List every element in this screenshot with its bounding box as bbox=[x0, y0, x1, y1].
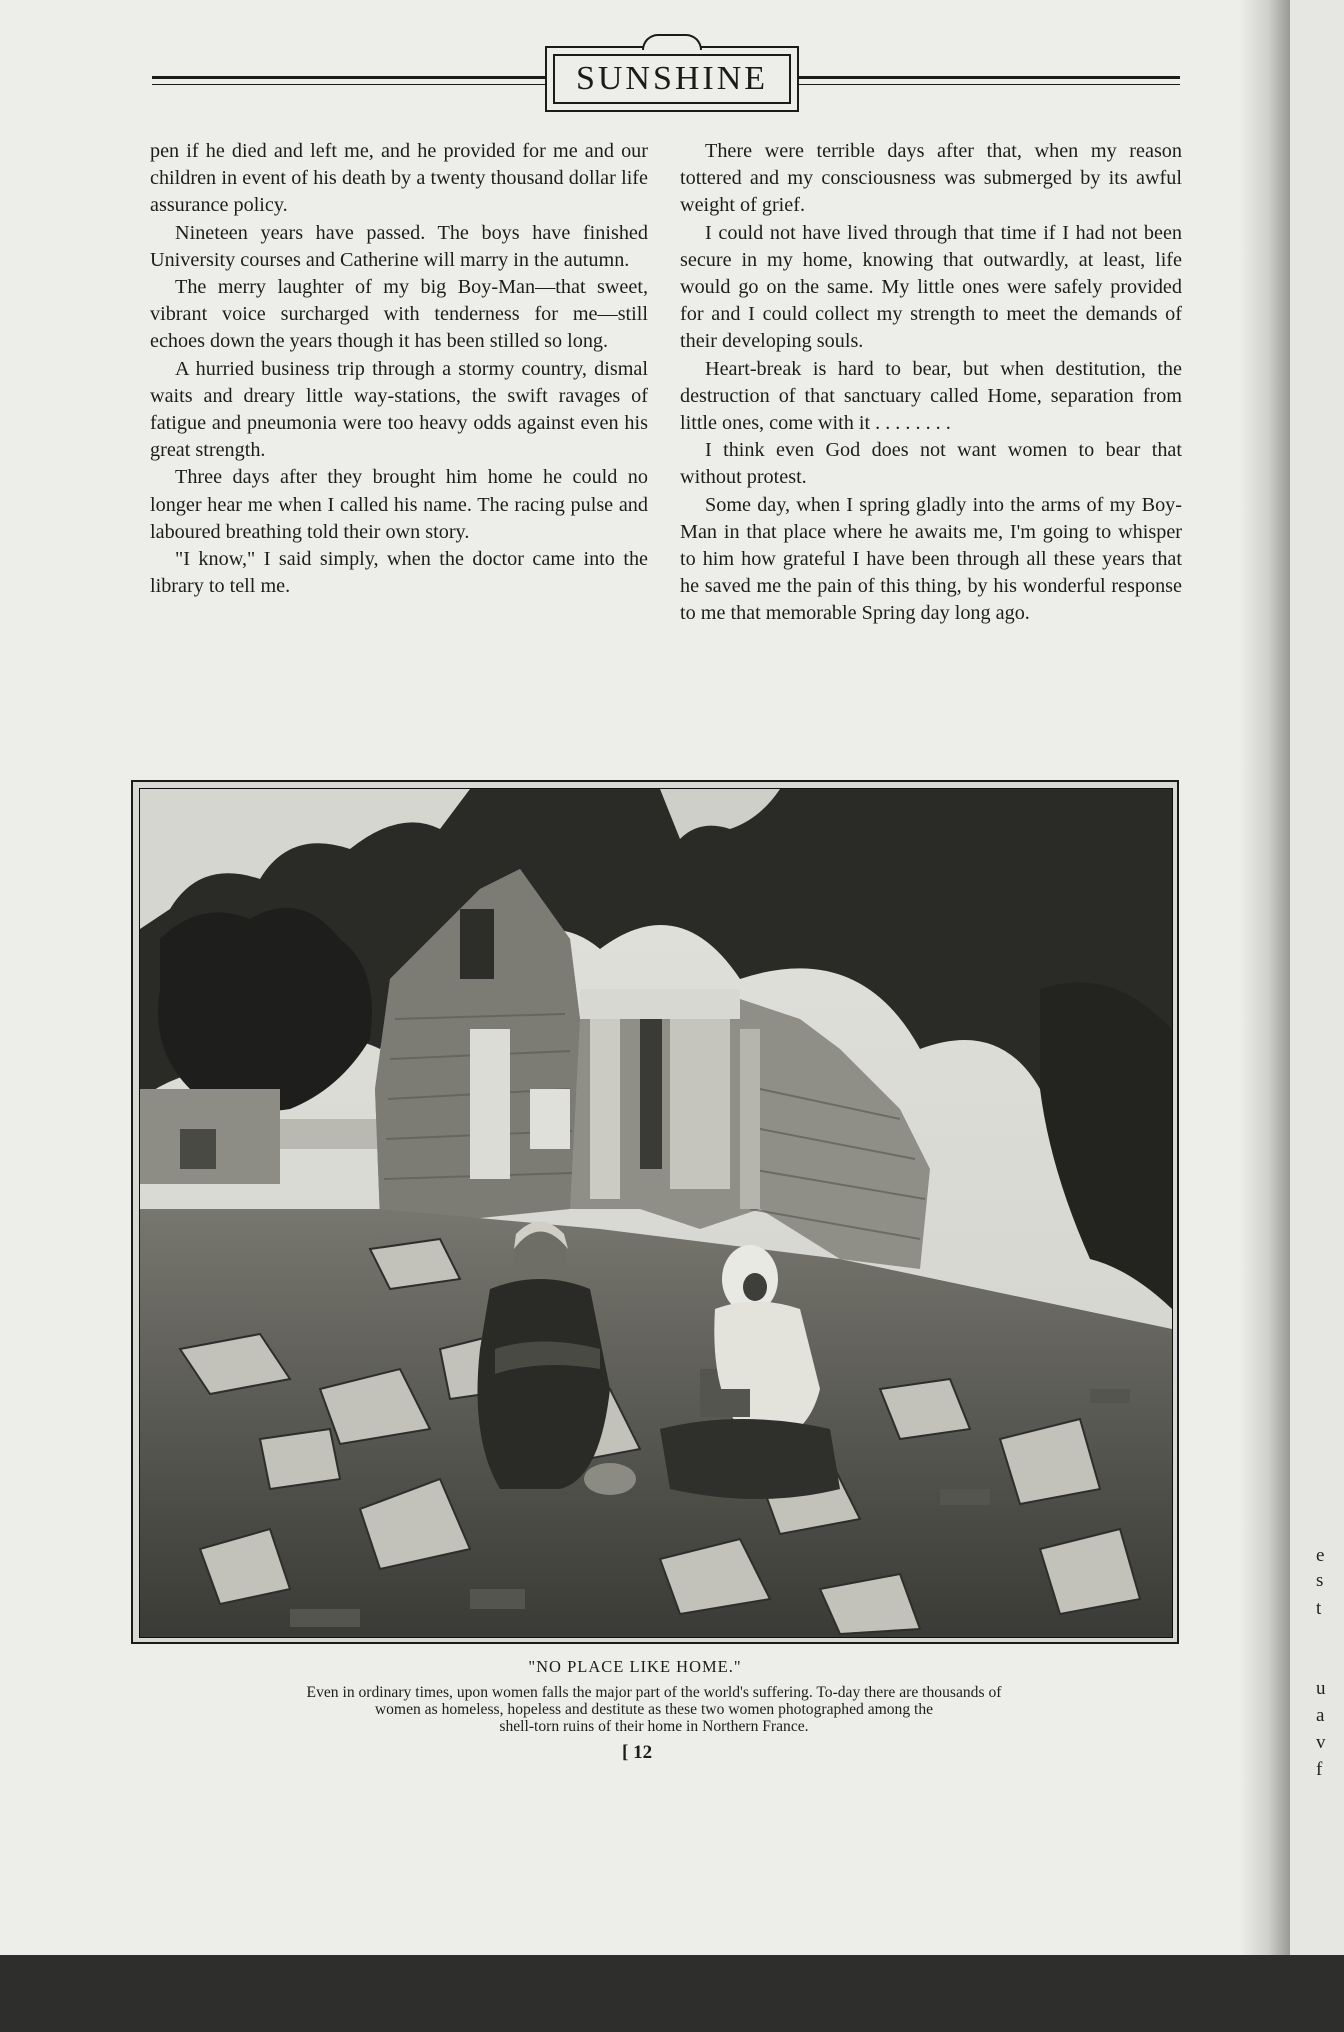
masthead-rule-right-thin bbox=[795, 84, 1180, 85]
photo-caption bbox=[128, 1684, 1180, 1735]
masthead-rule-left-thin bbox=[152, 84, 545, 85]
masthead-inner-frame bbox=[553, 54, 791, 104]
paragraph: I could not have lived through that time if I had not been secure in my home, knowing that outwardly, at least, life would go on the same. My little ones were safely provided for and I could collect my strength to meet the demands of their developing souls. bbox=[680, 221, 1182, 353]
masthead-rule-left bbox=[152, 76, 545, 79]
caption-line: women as homeless, hopeless and destitute as these two women photographed among the bbox=[374, 1701, 934, 1718]
masthead-rule-right bbox=[795, 76, 1180, 79]
next-page-fragment: t bbox=[1316, 1598, 1322, 1619]
paragraph: Heart-break is hard to bear, but when destitution, the destruction of that sanctuary called Home, separation from little ones, come with it . . . . . . . . bbox=[680, 357, 1182, 435]
caption-line: Even in ordinary times, upon women falls the major part of the world's suffering. To-day there are thousands of bbox=[306, 1684, 1002, 1701]
paragraph: Nineteen years have passed. The boys have finished University courses and Catherine will marry in the autumn. bbox=[150, 221, 648, 271]
photo-illustration bbox=[140, 789, 1172, 1637]
next-page-fragment: s bbox=[1316, 1570, 1324, 1591]
paragraph: I think even God does not want women to bear that without protest. bbox=[680, 439, 1182, 489]
paragraph: "I know," I said simply, when the doctor came into the library to tell me. bbox=[150, 548, 648, 598]
scanner-background bbox=[0, 1955, 1344, 2032]
masthead-crest bbox=[642, 34, 702, 50]
paragraph: pen if he died and left me, and he provided for me and our children in event of his death by a twenty thousand dollar life assurance policy. bbox=[150, 140, 648, 217]
page-number: [ 12 bbox=[622, 1742, 653, 1763]
masthead-title: SUNSHINE bbox=[575, 60, 769, 97]
next-page-edge bbox=[1290, 0, 1344, 1960]
paragraph: There were terrible days after that, when my reason tottered and my consciousness was submerged by its awful weight of grief. bbox=[680, 140, 1182, 217]
photograph-ruined-home bbox=[139, 788, 1173, 1638]
right-column bbox=[680, 138, 1182, 628]
masthead bbox=[545, 46, 799, 112]
next-page-fragment: e bbox=[1316, 1545, 1325, 1566]
photo-frame bbox=[131, 780, 1179, 1644]
caption-line: shell-torn ruins of their home in Northern France. bbox=[499, 1718, 809, 1735]
next-page-fragment: v bbox=[1316, 1732, 1326, 1753]
paragraph: The merry laughter of my big Boy-Man—that sweet, vibrant voice surcharged with tenderness for me—still echoes down the years though it has been stilled so long. bbox=[150, 276, 648, 353]
paragraph: Three days after they brought him home he could no longer hear me when I called his name. The racing pulse and laboured breathing told their own story. bbox=[150, 466, 648, 543]
photo-caption-title: "NO PLACE LIKE HOME." bbox=[528, 1657, 742, 1676]
paragraph: Some day, when I spring gladly into the arms of my Boy-Man in that place where he awaits me, I'm going to whisper to him how grateful I have been through all these years that he saved me the pain of this thing, by his wonderful response to me that memorable Spring day long ago. bbox=[680, 493, 1182, 625]
next-page-fragment: a bbox=[1316, 1705, 1325, 1726]
next-page-fragment: f bbox=[1316, 1759, 1323, 1780]
paragraph: A hurried business trip through a stormy country, dismal waits and dreary little way-stations, the swift ravages of fatigue and pneumonia were too heavy odds against even his great strength. bbox=[150, 357, 648, 462]
next-page-fragment: u bbox=[1316, 1678, 1326, 1699]
left-column bbox=[150, 138, 648, 600]
